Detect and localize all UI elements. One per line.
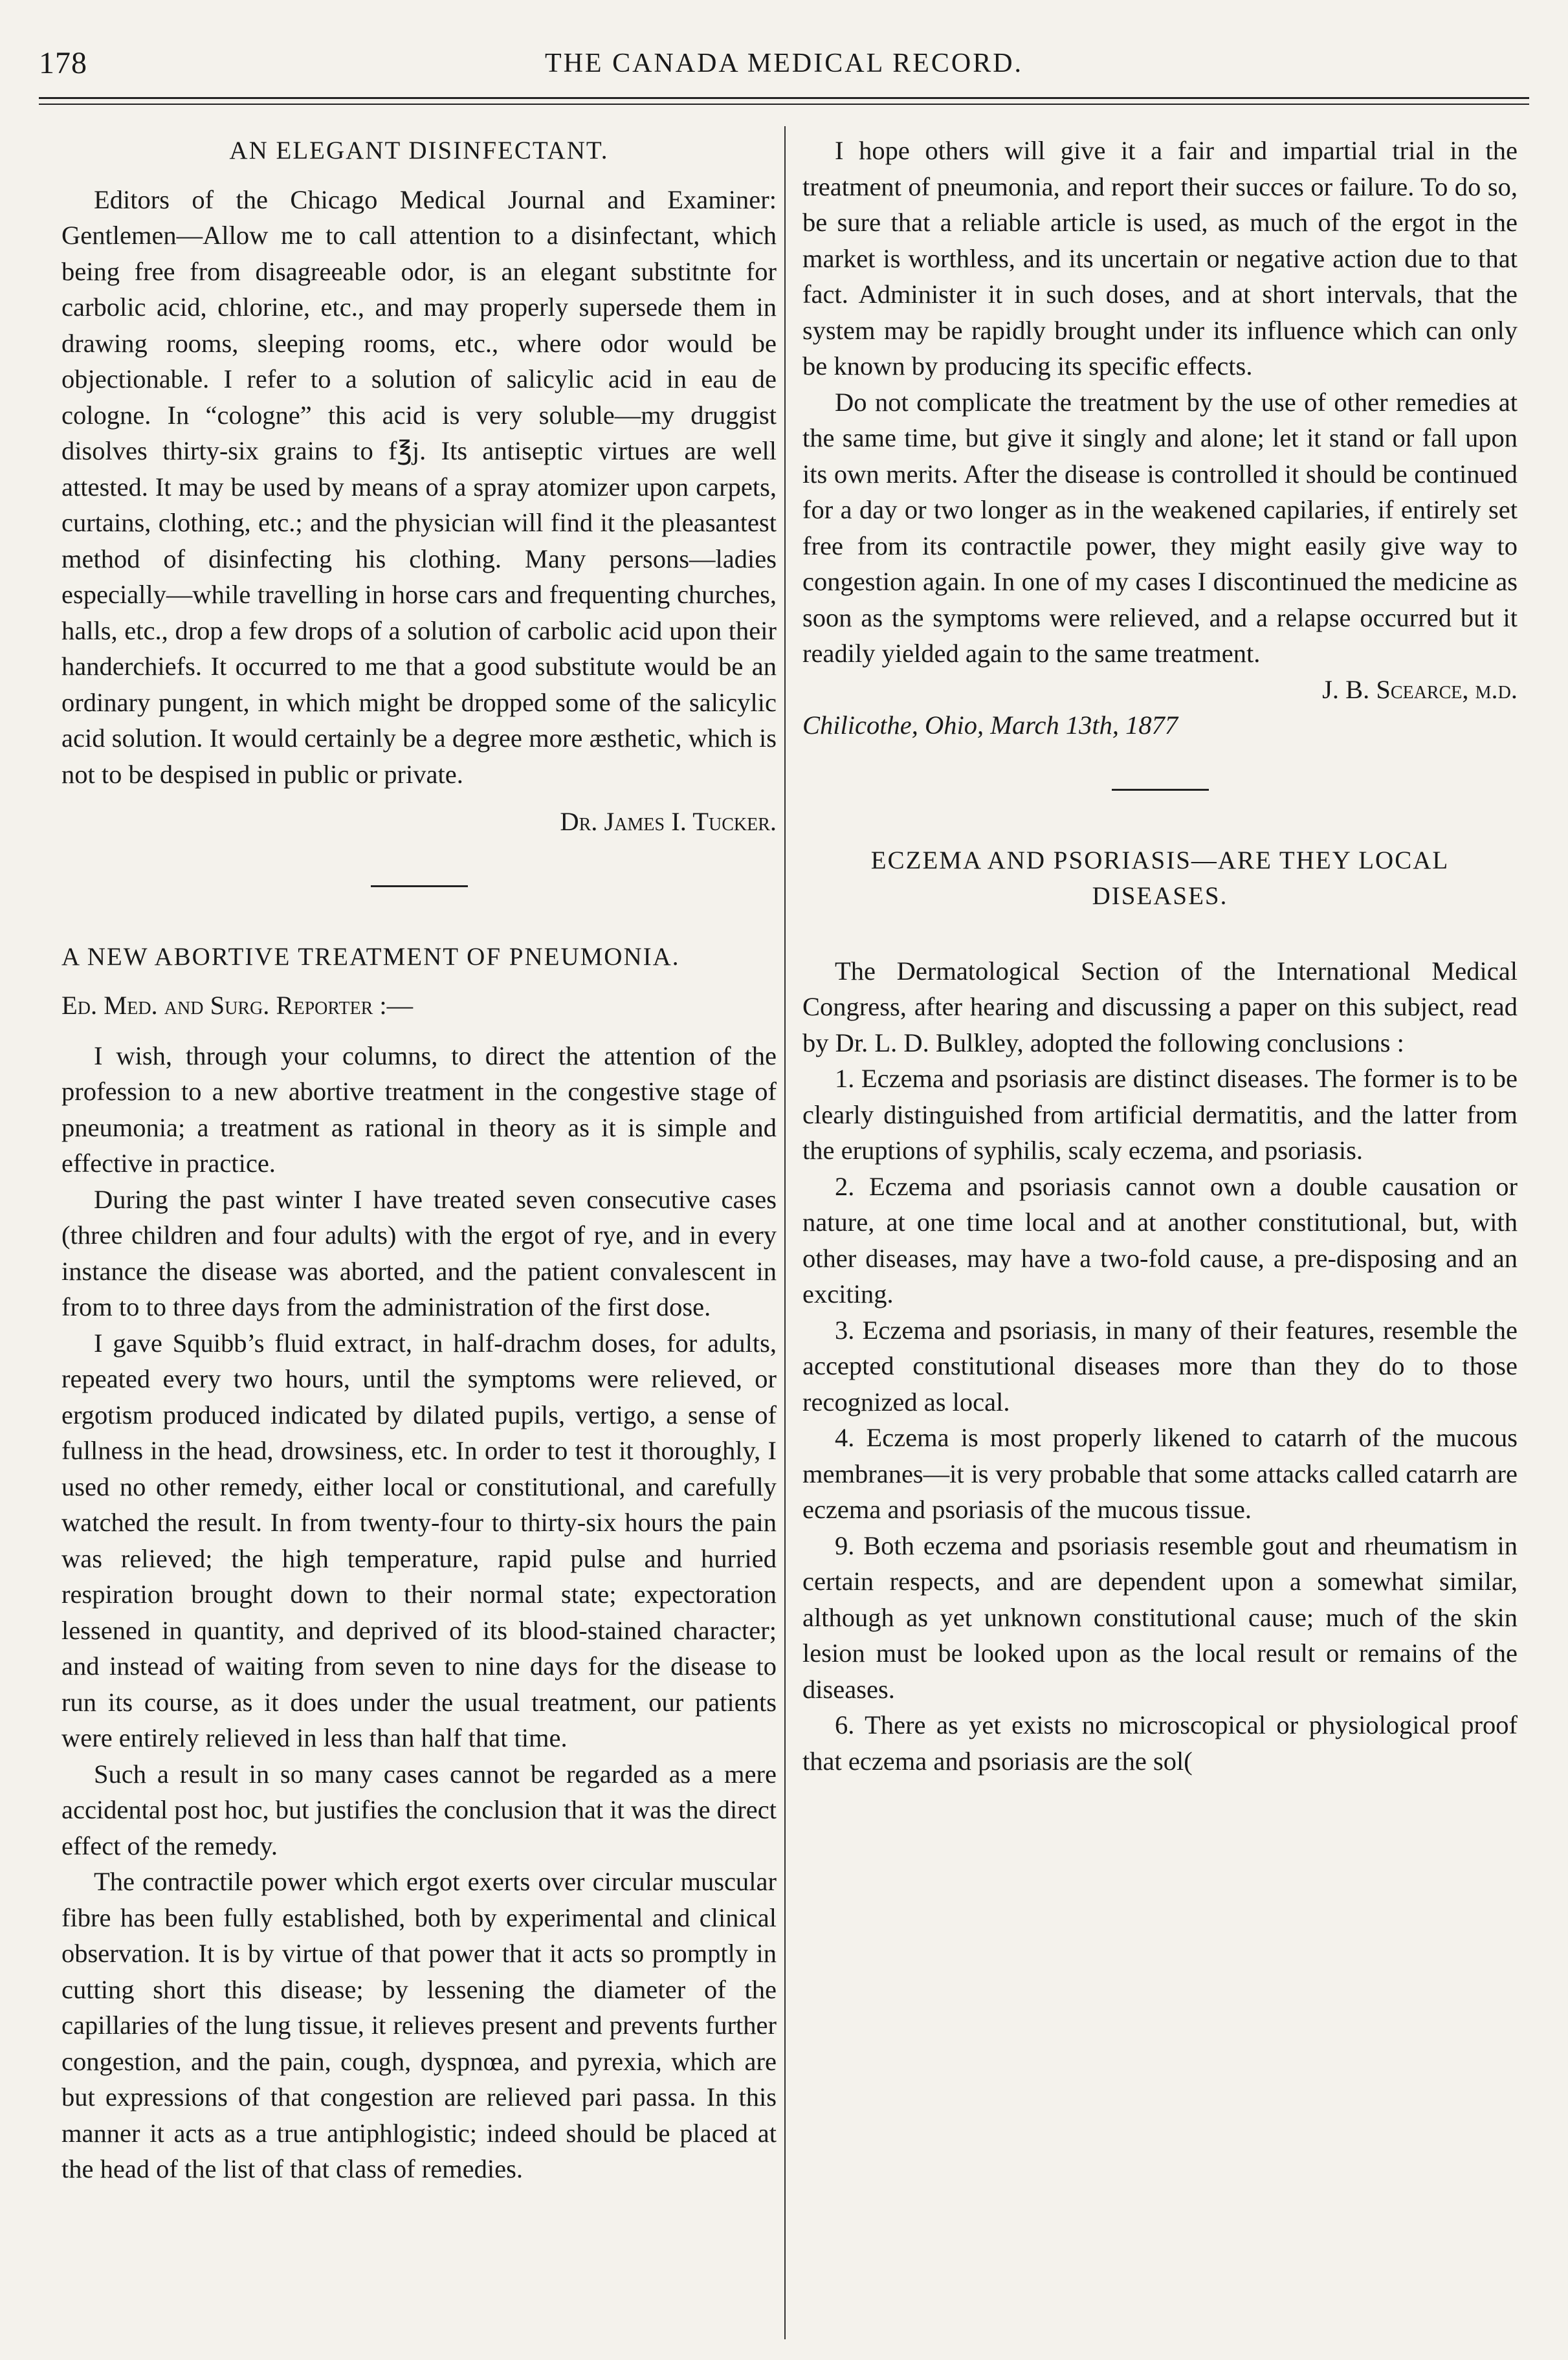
article-title: ECZEMA AND PSORIASIS—ARE THEY LOCAL DISEASES. (870, 846, 1450, 910)
page-number: 178 (39, 46, 87, 80)
article-address: Ed. Med. and Surg. Reporter :— (61, 991, 414, 1020)
article-paragraph: 4. Eczema is most properly likened to catarrh of the mucous membranes—it is very probable that some attacks called catarrh are eczema and psoriasis of the mucous tissue. (802, 1423, 1518, 1524)
section-divider (1112, 789, 1209, 791)
running-title: THE CANADA MEDICAL RECORD. (544, 49, 1024, 78)
article-paragraph: I wish, through your columns, to direct the attention of the profession to a new abortive treatment in the congestive stage of pneumonia; a treatment as rational in theory as it is simple and effective in practice. (61, 1041, 777, 1178)
article-paragraph: 1. Eczema and psoriasis are distinct diseases. The former is to be clearly distinguished from artificial dermatitis, and the latter from the eruptions of syphilis, scaly eczema, and psoriasis. (802, 1064, 1518, 1165)
article-title: A NEW ABORTIVE TREATMENT OF PNEUMONIA. (61, 942, 680, 971)
article-paragraph: 2. Eczema and psoriasis cannot own a double causation or nature, at one time local and at another constitutional, but, with other diseases, may have a two-fold cause, a pre-disposing and an exciting. (802, 1171, 1518, 1308)
article-paragraph: During the past winter I have treated seven consecutive cases (three children and four adults) with the ergot of rye, and in every instance the disease was aborted, and the patient convalescent in from to to three days from the administration of the first dose. (61, 1184, 777, 1321)
article-paragraph: Editors of the Chicago Medical Journal and Examiner: Gentlemen—Allow me to call attention to a disinfectant, which being free from disagreeable odor, is an elegant substitnte for carbolic acid, chlorine, etc., and may properly supersede them in drawing rooms, sleeping rooms, etc., where odor would be objectionable. I refer to a solution of salicylic acid in eau de cologne. In “cologne” this acid is very soluble—my druggist disolves thirty-six grains to f℥j. Its antiseptic virtues are well attested. It may be used by means of a spray atomizer upon carpets, curtains, clothing, etc.; and the physician will find it the pleasantest method of disinfecting his clothing. Many persons—ladies especially—while travelling in horse cars and frequenting churches, halls, etc., drop a few drops of a solution of carbolic acid upon their handerchiefs. It occurred to me that a good substitute would be an ordinary pungent, in which might be dropped some of the salicylic acid solution. It would certainly be a degree more æsthetic, which is not to be despised in public or private. (61, 184, 777, 789)
article-paragraph: I hope others will give it a fair and impartial trial in the treatment of pneumonia, and report their succes or failure. To do so, be sure that a reliable article is used, as much of the ergot in the market is worthless, and its uncertain or negative action due to that fact. Administer it in such doses, and at short intervals, that the system may be rapidly brought under its influence which can only be known by producing its specific effects. (802, 136, 1518, 380)
header-rule-top (39, 97, 1529, 99)
article-paragraph: The contractile power which ergot exerts over circular muscular fibre has been fully established, both by experimental and clinical observation. It is by virtue of that power that it acts so promptly in cutting short this disease; by lessening the diameter of the capillaries of the lung tissue, it relieves present and prevents further congestion, and the pain, cough, dyspnœa, and pyrexia, which are but expressions of that congestion are relieved pari passa. In this manner it acts as a true antiphlogistic; indeed should be placed at the head of the list of that class of remedies. (61, 1867, 777, 2183)
article-paragraph: 9. Both eczema and psoriasis resemble gout and rheumatism in certain respects, and are dependent upon a somewhat similar, although as yet unknown constitutional cause; much of the skin lesion must be looked upon as the local result or remains of the diseases. (802, 1530, 1518, 1704)
article-signature: Dr. James I. Tucker. (560, 807, 777, 836)
section-divider (371, 885, 468, 887)
article-paragraph: I gave Squibb’s fluid extract, in half-drachm doses, for adults, repeated every two hours, until the symptoms were relieved, or ergotism produced indicated by dilated pupils, vertigo, a sense of fullness in the head, drowsiness, etc. In order to test it thoroughly, I used no other remedy, either local or constitutional, and carefully watched the result. In from twenty-four to thirty-six hours the pain was relieved; the high temperature, rapid pulse and hurried respiration brought down to their normal state; expectoration lessened in quantity, and deprived of its blood-stained character; and instead of waiting from seven to nine days for the disease to run its course, as it does under the usual treatment, our patients were entirely relieved in less than half that time. (61, 1328, 777, 1752)
header-rule-bottom (39, 104, 1529, 105)
article-paragraph: Do not complicate the treatment by the use of other remedies at the same time, but give it singly and alone; let it stand or fall upon its own merits. After the disease is controlled it should be continued for a day or two longer as in the weakened capilaries, if entirely set free from its contractile power, they might easily give way to congestion again. In one of my cases I discontinued the medicine as soon as the symptoms were relieved, and a relapse occurred but it readily yielded again to the same treatment. (802, 387, 1518, 668)
article-paragraph: Such a result in so many cases cannot be regarded as a mere accidental post hoc, but justifies the conclusion that it was the direct effect of the remedy. (61, 1759, 777, 1860)
left-column (61, 133, 777, 2187)
page-header (39, 45, 1529, 91)
article-signature: J. B. Scearce, m.d. (1322, 674, 1518, 704)
column-divider (784, 126, 786, 2339)
article-paragraph: 6. There as yet exists no microscopical or physiological proof that eczema and psoriasis are the sol( (802, 1710, 1518, 1776)
article-paragraph: The Dermatological Section of the International Medical Congress, after hearing and discussing a paper on this subject, read by Dr. L. D. Bulkley, adopted the following conclusions : (802, 956, 1518, 1057)
article-paragraph: 3. Eczema and psoriasis, in many of their features, resemble the accepted constitutional diseases more than they do to those recognized as local. (802, 1315, 1518, 1417)
article-title: AN ELEGANT DISINFECTANT. (229, 137, 609, 164)
article-place-date: Chilicothe, Ohio, March 13th, 1877 (802, 711, 1178, 740)
right-column (802, 133, 1518, 1779)
